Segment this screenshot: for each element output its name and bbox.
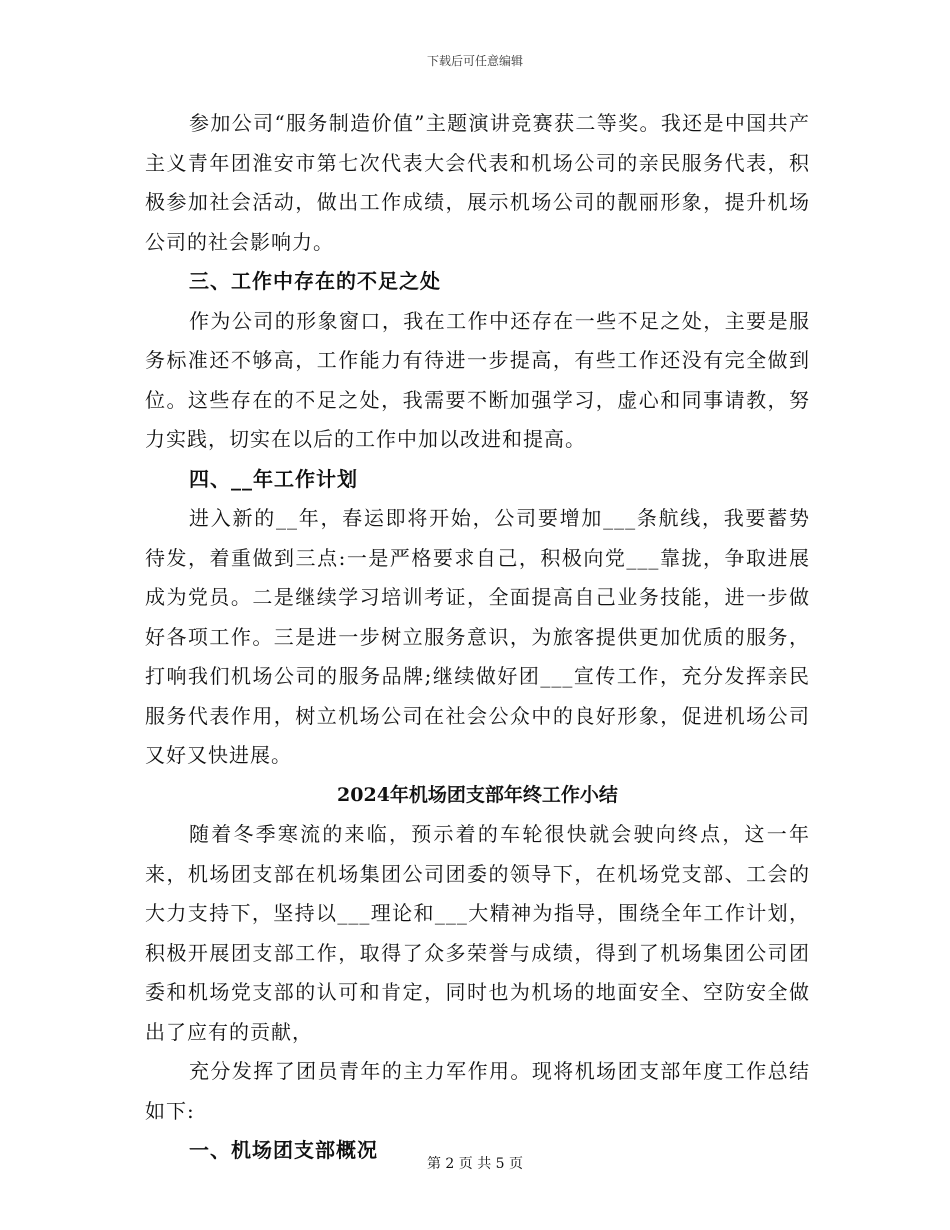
document-title: 2024年机场团支部年终工作小结	[337, 783, 618, 806]
paragraph-2: 作为公司的形象窗口，我在工作中还存在一些不足之处，主要是服务标准还不够高，工作能力有待进一步提高，有些工作还没有完全做到位。这些存在的不足之处，我需要不断加强学习，虚心和同事请教，努力实践，切实在以后的工作中加以改进和提高。	[145, 308, 810, 451]
paragraph-4: 随着冬季寒流的来临，预示着的车轮很快就会驶向终点，这一年来，机场团支部在机场集团公司团委的领导下，在机场党支部、工会的大力支持下，坚持以___理论和___大精神为指导，围绕全年工作计划，积极开展团支部工作，取得了众多荣誉与成绩，得到了机场集团公司团委和机场党支部的认可和肯定，同时也为机场的地面安全、空防安全做出了应有的贡献，	[145, 822, 810, 1044]
section-heading-1: 一、机场团支部概况	[189, 1138, 378, 1162]
paragraph-1: 参加公司“服务制造价值”主题演讲竞赛获二等奖。我还是中国共产主义青年团淮安市第七次代表大会代表和机场公司的亲民服务代表，积极参加社会活动，做出工作成绩，展示机场公司的靓丽形象，提升机场公司的社会影响力。	[145, 111, 810, 254]
paragraph-3: 进入新的__年，春运即将开始，公司要增加___条航线，我要蓄势待发，着重做到三点:一是严格要求自己，积极向党___靠拢，争取进展成为党员。二是继续学习培训考证，全面提高自己业务技能，进一步做好各项工作。三是进一步树立服务意识，为旅客提供更加优质的服务，打响我们机场公司的服务品牌;继续做好团___宣传工作，充分发挥亲民服务代表作用，树立机场公司在社会公众中的良好形象，促进机场公司又好又快进展。	[145, 506, 810, 767]
page-header-note: 下载后可任意编辑	[426, 54, 523, 68]
section-heading-4: 四、__年工作计划	[189, 466, 358, 491]
document-body	[145, 104, 810, 1171]
section-heading-3: 三、工作中存在的不足之处	[189, 269, 441, 293]
page-number: 第 2 页 共 5 页	[426, 1156, 524, 1172]
paragraph-5: 充分发挥了团员青年的主力军作用。现将机场团支部年度工作总结如下:	[145, 1059, 810, 1123]
